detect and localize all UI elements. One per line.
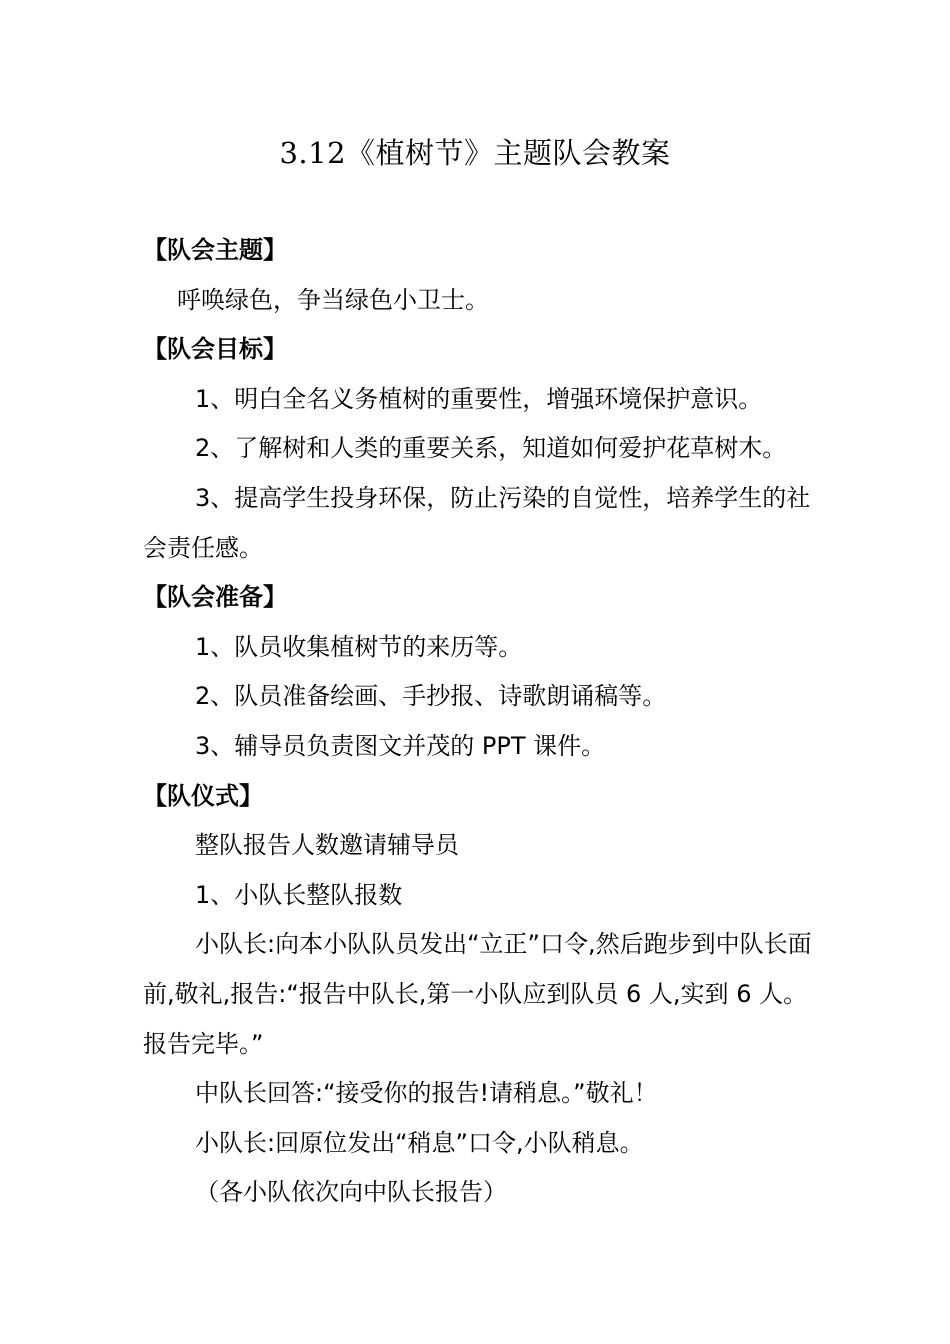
section-heading-goals: 【队会目标】 (143, 335, 287, 364)
ceremony-paragraph-3: 小队长:向本小队队员发出“立正”口令,然后跑步到中队长面前,敬礼,报告:“报告中队长,第一小队应到队员 6 人,实到 6 人。报告完毕。” (143, 930, 812, 1058)
ceremony-paragraph-2: 1、小队长整队报数 (195, 880, 403, 909)
document-title: 3.12《植树节》主题队会教案 (279, 136, 671, 170)
section-heading-theme: 【队会主题】 (143, 236, 287, 264)
theme-paragraph: 呼唤绿色，争当绿色小卫士。 (177, 285, 489, 314)
ceremony-paragraph-1: 整队报告人数邀请辅导员 (195, 831, 459, 860)
goal-item-3: 3、提高学生投身环保，防止污染的自觉性，培养学生的社会责任感。 (143, 483, 811, 562)
goal-item-1: 1、明白全名义务植树的重要性，增强环境保护意识。 (195, 384, 763, 413)
goal-item-2: 2、了解树和人类的重要关系，知道如何爱护花草树木。 (195, 434, 787, 463)
preparation-item-3: 3、辅导员负责图文并茂的 PPT 课件。 (195, 731, 606, 760)
section-heading-preparation: 【队会准备】 (143, 583, 287, 612)
ceremony-paragraph-4: 中队长回答:“接受你的报告!请稍息。”敬礼！ (195, 1079, 658, 1108)
ceremony-paragraph-5: 小队长:回原位发出“稍息”口令,小队稍息。 (195, 1128, 644, 1157)
preparation-item-1: 1、队员收集植树节的来历等。 (195, 632, 523, 661)
ceremony-paragraph-6: （各小队依次向中队长报告） (195, 1178, 507, 1207)
section-heading-ceremony: 【队仪式】 (143, 781, 263, 810)
document-body (143, 226, 823, 1218)
preparation-item-2: 2、队员准备绘画、手抄报、诗歌朗诵稿等。 (195, 682, 667, 711)
